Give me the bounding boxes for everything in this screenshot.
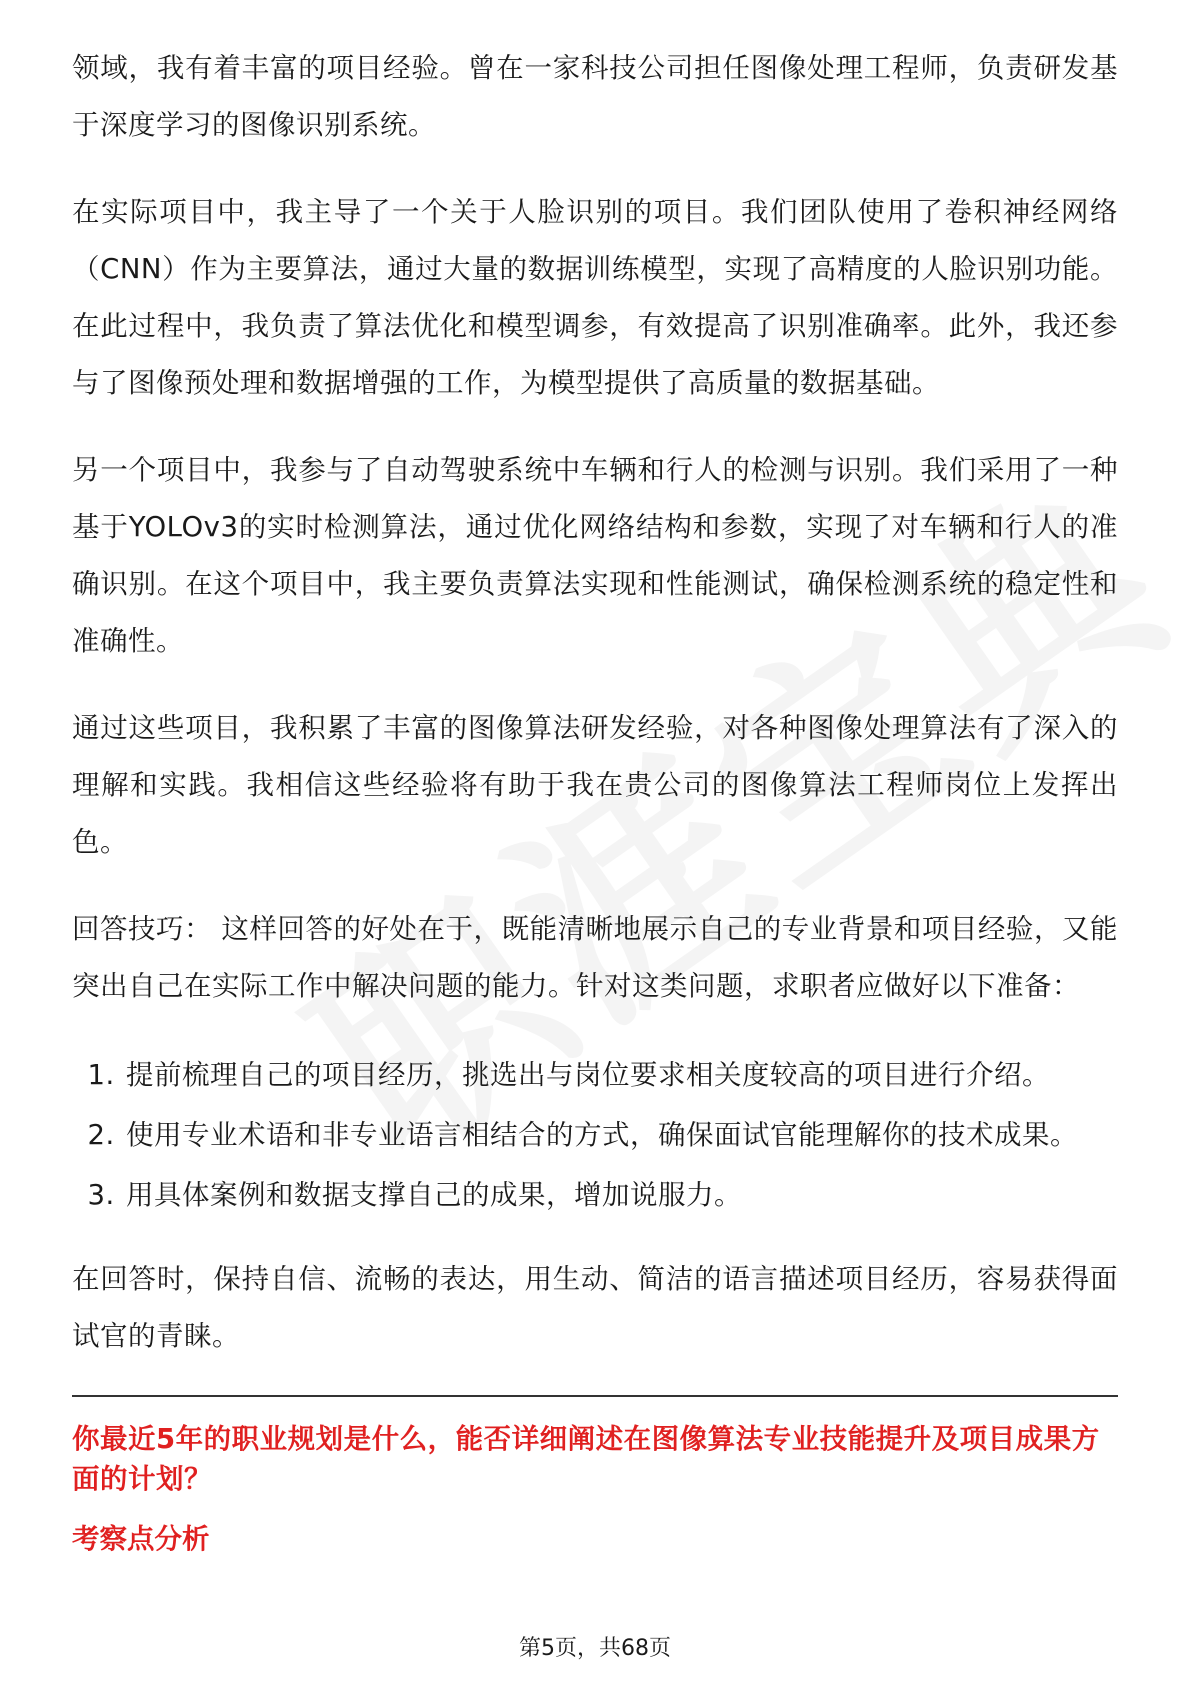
list-item: 1. 提前梳理自己的项目经历，挑选出与岗位要求相关度较高的项目进行介绍。: [124, 1045, 1118, 1105]
page-footer: 第5页，共68页: [519, 1636, 671, 1661]
list-item: 2. 使用专业术语和非专业语言相结合的方式，确保面试官能理解你的技术成果。: [124, 1105, 1118, 1165]
paragraph-experience-intro: 领域，我有着丰富的项目经验。曾在一家科技公司担任图像处理工程师，负责研发基于深度学习的图像识别系统。: [72, 52, 1118, 141]
paragraph-closing: 在回答时，保持自信、流畅的表达，用生动、简洁的语言描述项目经历，容易获得面试官的青睐。: [72, 1263, 1118, 1352]
paragraph-answer-tips: 回答技巧： 这样回答的好处在于，既能清晰地展示自己的专业背景和项目经验，又能突出自己在实际工作中解决问题的能力。针对这类问题，求职者应做好以下准备：: [72, 913, 1118, 1002]
paragraph-summary: 通过这些项目，我积累了丰富的图像算法研发经验，对各种图像处理算法有了深入的理解和实践。我相信这些经验将有助于我在贵公司的图像算法工程师岗位上发挥出色。: [72, 712, 1118, 858]
document-page: [72, 40, 1118, 1559]
tips-list: [72, 1045, 1118, 1225]
section-heading: 考察点分析: [72, 1523, 210, 1555]
question-title: 你最近5年的职业规划是什么，能否详细阐述在图像算法专业技能提升及项目成果方面的计划？: [72, 1423, 1100, 1495]
paragraph-face-recognition: 在实际项目中，我主导了一个关于人脸识别的项目。我们团队使用了卷积神经网络（CNN）作为主要算法，通过大量的数据训练模型，实现了高精度的人脸识别功能。在此过程中，我负责了算法优化和模型调参，有效提高了识别准确率。此外，我还参与了图像预处理和数据增强的工作，为模型提供了高质量的数据基础。: [72, 196, 1118, 399]
list-item: 3. 用具体案例和数据支撑自己的成果，增加说服力。: [124, 1165, 1118, 1225]
paragraph-autonomous-driving: 另一个项目中，我参与了自动驾驶系统中车辆和行人的检测与识别。我们采用了一种基于YOLOv3的实时检测算法，通过优化网络结构和参数，实现了对车辆和行人的准确识别。在这个项目中，我主要负责算法实现和性能测试，确保检测系统的稳定性和准确性。: [72, 454, 1118, 657]
divider: [72, 1395, 1118, 1397]
